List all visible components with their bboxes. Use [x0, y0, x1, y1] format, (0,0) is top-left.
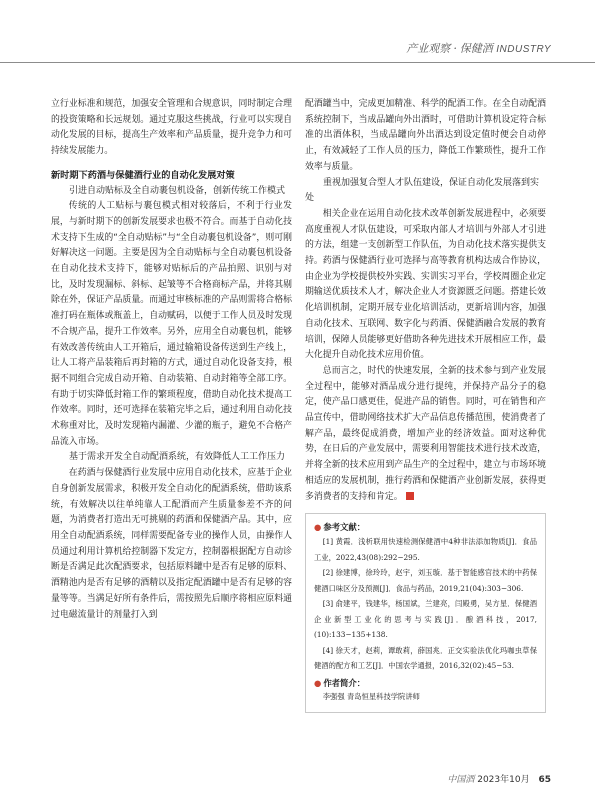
- spacer: [51, 160, 292, 168]
- author-title: 作者简介：: [323, 677, 366, 688]
- left-column: [51, 97, 292, 623]
- paragraph: 立行业标准和规范，加强安全管理和合规意识，同时制定合理的投资策略和长远规划。通过克服这些挑战，行业可以实现自动化发展的目标，提高生产效率和产品质量，提升竞争力和可持续发展能力。: [51, 99, 292, 157]
- subsection-title: 重视加强复合型人才队伍建设，保证自动化发展落到实处: [305, 177, 540, 204]
- header-topic-en: INDUSTRY: [496, 44, 551, 55]
- bullet-icon: ●: [314, 522, 322, 533]
- header-topic: 保健酒: [459, 42, 493, 55]
- paragraph-conclusion: [305, 364, 546, 505]
- footer-date: 2023年10月: [477, 775, 530, 785]
- reference-item: [4] 徐天才，赵莉，谭敢莉，薛国兆．正交实验法优化玛咖虫草保健酒的配方和工艺[J]．中国农学通报，2016,32(02):45−53.: [314, 645, 537, 671]
- conclusion-text: 总而言之，时代的快速发展，全新的技术参与到产业发展全过程中，能够对酒品成分进行提纯，并保持产品分子的稳定，使产品口感更佳，促进产品的销售。同时，可在销售和产品宣传中，借助网络技术扩大产品信息传播范围，使消费者了解产品，最终促成消费，增加产业的经济效益。面对这种优势，在日后的产业发展中，需要利用智能技术进行技术改造，并将全新的技术应用到产品生产的全过程中，建立与市场环境相适应的发展机制，推行药酒和保健酒产业创新发展，获得更多消费者的支持和肯定。: [305, 365, 546, 502]
- author-heading: [314, 676, 537, 690]
- subsection-title: 引进自动贴标及全自动裹包机设备，创新传统工作模式: [69, 185, 286, 196]
- paragraph: 传统的人工贴标与裹包模式相对较落后，不利于行业发展，与新时期下的创新发展要求也极不符合。而基于自动化技术支持下生成的“全自动贴标”与“全自动裹包机设备”，则可刚好解决这一问题。主要是因为全自动贴标与全自动裹包机设备在自动化技术支持下，能够对贴标后的产品拍照、识别与对比，及时发现漏标、斜标、起皱等不合格商标产品，并将其剔除在外，保证产品质量。而通过审核标准的产品则需将合格标准打码在瓶体或瓶盖上，自动赋码，以便于工作人员及时发现不合规产品，提升工作效率。另外，应用全自动裹包机，能够有效改善传统由人工开箱后，通过输箱设备传送到生产线上，让人工将产品装箱后再封箱的方式，通过自动化设备支持，根据不同组合完成自动开箱、自动装箱、自动封箱等全部工序。有助于切实降低封箱工作的繁琐程度，借助自动化技术提高工作效率。同时，还可选择在装箱完毕之后，通过利用自动化技术称重对比，及时发现箱内漏灌、少灌的瓶子，避免不合格产品流入市场。: [51, 201, 292, 447]
- author-bio: 李强强 青岛恒星科技学院讲师: [322, 691, 420, 701]
- references-heading: [314, 520, 537, 534]
- paragraph: 在药酒与保健酒行业发展中应用自动化技术，应基于企业自身创新发展需求，积极开发全自动化的配酒系统，借助该系统，有效解决以往单纯靠人工配酒而产生质量参差不齐的问题，为消费者打造出无可挑剔的药酒和保健酒产品。其中，应用全自动配酒系统，同样需要配备专业的操作人员，由操作人员通过利用计算机给控制器下发定方，控制器根据配方自动诊断是否满足此次配酒要求，包括原料罐中是否有足够的原料、酒精池内是否有足够的酒精以及指定配酒罐中是否有足够的容量等等。当满足好所有条件后，需按照先后顺序将相应原料通过电磁流量计的剂量打入到: [51, 468, 292, 620]
- section-title: 新时期下药酒与保健酒行业的自动化发展对策: [51, 169, 235, 181]
- reference-item: [3] 俞建平，钱建华，杨国斌，兰建亮，闫殿勇，吴方星．保健酒企业新型工业化的思考与实践[J]．酿酒科技，2017,(10):133−135+138.: [314, 599, 537, 640]
- end-mark-icon: [406, 492, 414, 500]
- header-section: 产业观察: [406, 42, 451, 55]
- references-title: 参考文献：: [323, 522, 366, 533]
- header-rule: [0, 62, 595, 63]
- page-footer: [447, 772, 551, 785]
- header-separator: ·: [453, 42, 457, 55]
- references-box: [305, 513, 546, 713]
- running-header: [406, 40, 551, 56]
- subsection-title: 基于需求开发全自动配酒系统，有效降低人工工作压力: [69, 452, 286, 463]
- paragraph: 相关企业在运用自动化技术改革创新发展进程中，必须要高度重视人才队伍建设，可采取内部人才培训与外部人才引进的方法，组建一支创新型工作队伍，为自动化技术落实提供支持。药酒与保健酒行业可选择与高等教育机构达成合作协议，由企业为学校提供校外实践、实训实习平台，学校周圈企业定期输送优质技术人才，解决企业人才资源匮乏问题。搭建长效化培训机制，定期开展专业化培训活动，更新培训内容，加强自动化技术、互联网、数字化与药酒、保健酒融合发展的教育培训，保障人员能够更好借助各种先进技术开展相应工作，最大化提升自动化技术应用价值。: [305, 208, 546, 361]
- bullet-icon: ●: [314, 677, 322, 688]
- page-number: 65: [538, 775, 551, 785]
- reference-item: [2] 徐建博，徐玲玲，赵宇，刘玉璇．基于智能感官技术的中药保健酒口味区分及预测[J]．食品与药品，2019,21(04):303−306.: [314, 568, 537, 593]
- journal-logo: 中国酒: [447, 775, 475, 785]
- paragraph: 配酒罐当中，完成更加精准、科学的配酒工作。在全自动配酒系统控制下，当成品罐向外出酒时，可借助计算机设定符合标准的出酒体积，当成品罐向外出酒达到设定值时便会自动停止，有效减轻了工作人员的压力，降低工作繁琐性，提升工作效率与质量。: [305, 99, 546, 172]
- reference-item: [1] 黄霞．浅析联用快速检测保健酒中4种非法添加物质[J]．食品工业，2022,43(08):292−295.: [314, 537, 537, 562]
- right-column: [305, 97, 546, 713]
